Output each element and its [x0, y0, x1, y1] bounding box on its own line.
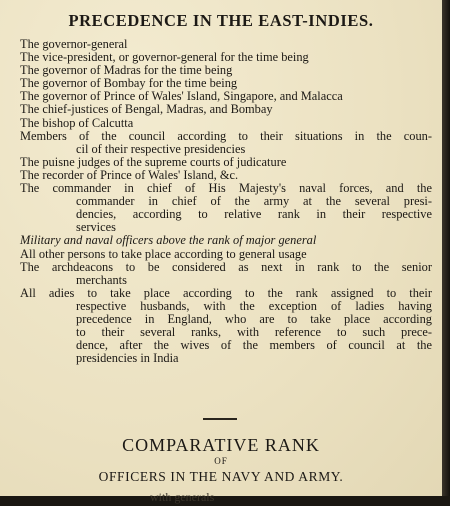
entry-line: merchants [76, 272, 127, 287]
entry-line: The governor of Madras for the time being [20, 63, 233, 78]
entry-line: cil of their respective presidencies [76, 141, 246, 156]
entry-line: The vice-president, or governor-general for the time being [20, 50, 309, 65]
cut-off-line: with generals [150, 490, 215, 504]
entry-line: The bishop of Calcutta [20, 115, 134, 130]
entry-line: dencies, according to relative rank in their respective [76, 207, 432, 222]
entry-line: precedence in England, who are to take place according [76, 311, 432, 326]
section-of: OF [214, 456, 228, 466]
entry-line: Military and naval officers above the rank of major general [20, 233, 317, 248]
entry-line: The commander in chief of His Majesty's naval forces, and the [20, 181, 432, 196]
entry-line: The chief-justices of Bengal, Madras, and Bombay [20, 102, 273, 117]
entry-line: The archdeacons to be considered as next in rank to the senior [20, 259, 432, 274]
precedence-entry [20, 248, 432, 261]
section-divider [203, 418, 237, 420]
entry-line: commander in chief of the army at the several presi- [76, 194, 432, 209]
entry-line: to their several ranks, with reference to such prece- [76, 325, 432, 340]
entry-line: dence, after the wives of the members of council at the [76, 338, 432, 353]
precedence-entry [20, 103, 432, 116]
page-heading: PRECEDENCE IN THE EAST-INDIES. [68, 11, 374, 30]
entry-line: The recorder of Prince of Wales' Island, &c. [20, 167, 239, 182]
precedence-entry [20, 234, 432, 247]
entry-line: The governor-general [20, 37, 128, 51]
entry-line: presidencies in India [76, 351, 179, 366]
precedence-entry [20, 130, 432, 156]
entry-line: respective husbands, with the exception of ladies having [76, 298, 432, 313]
entry-line: The puisne judges of the supreme courts of judicature [20, 154, 287, 169]
entry-line: All adies to take place according to the rank assigned to their [20, 285, 432, 300]
entry-line: Members of the council according to their situations in the coun- [20, 128, 432, 143]
precedence-list [20, 38, 432, 365]
precedence-entry [20, 156, 432, 169]
section-title: COMPARATIVE RANK [122, 435, 320, 455]
precedence-entry [20, 182, 432, 234]
entry-line: All other persons to take place according to general usage [20, 246, 307, 261]
page-edge-shadow [442, 0, 450, 496]
precedence-entry [20, 117, 432, 130]
precedence-entry [20, 287, 432, 366]
entry-line: The governor of Bombay for the time being [20, 76, 238, 91]
entry-line: The governor of Prince of Wales' Island, Singapore, and Malacca [20, 89, 343, 104]
precedence-entry [20, 261, 432, 287]
section-subtitle: OFFICERS IN THE NAVY AND ARMY. [98, 469, 344, 484]
entry-line: services [76, 220, 116, 235]
